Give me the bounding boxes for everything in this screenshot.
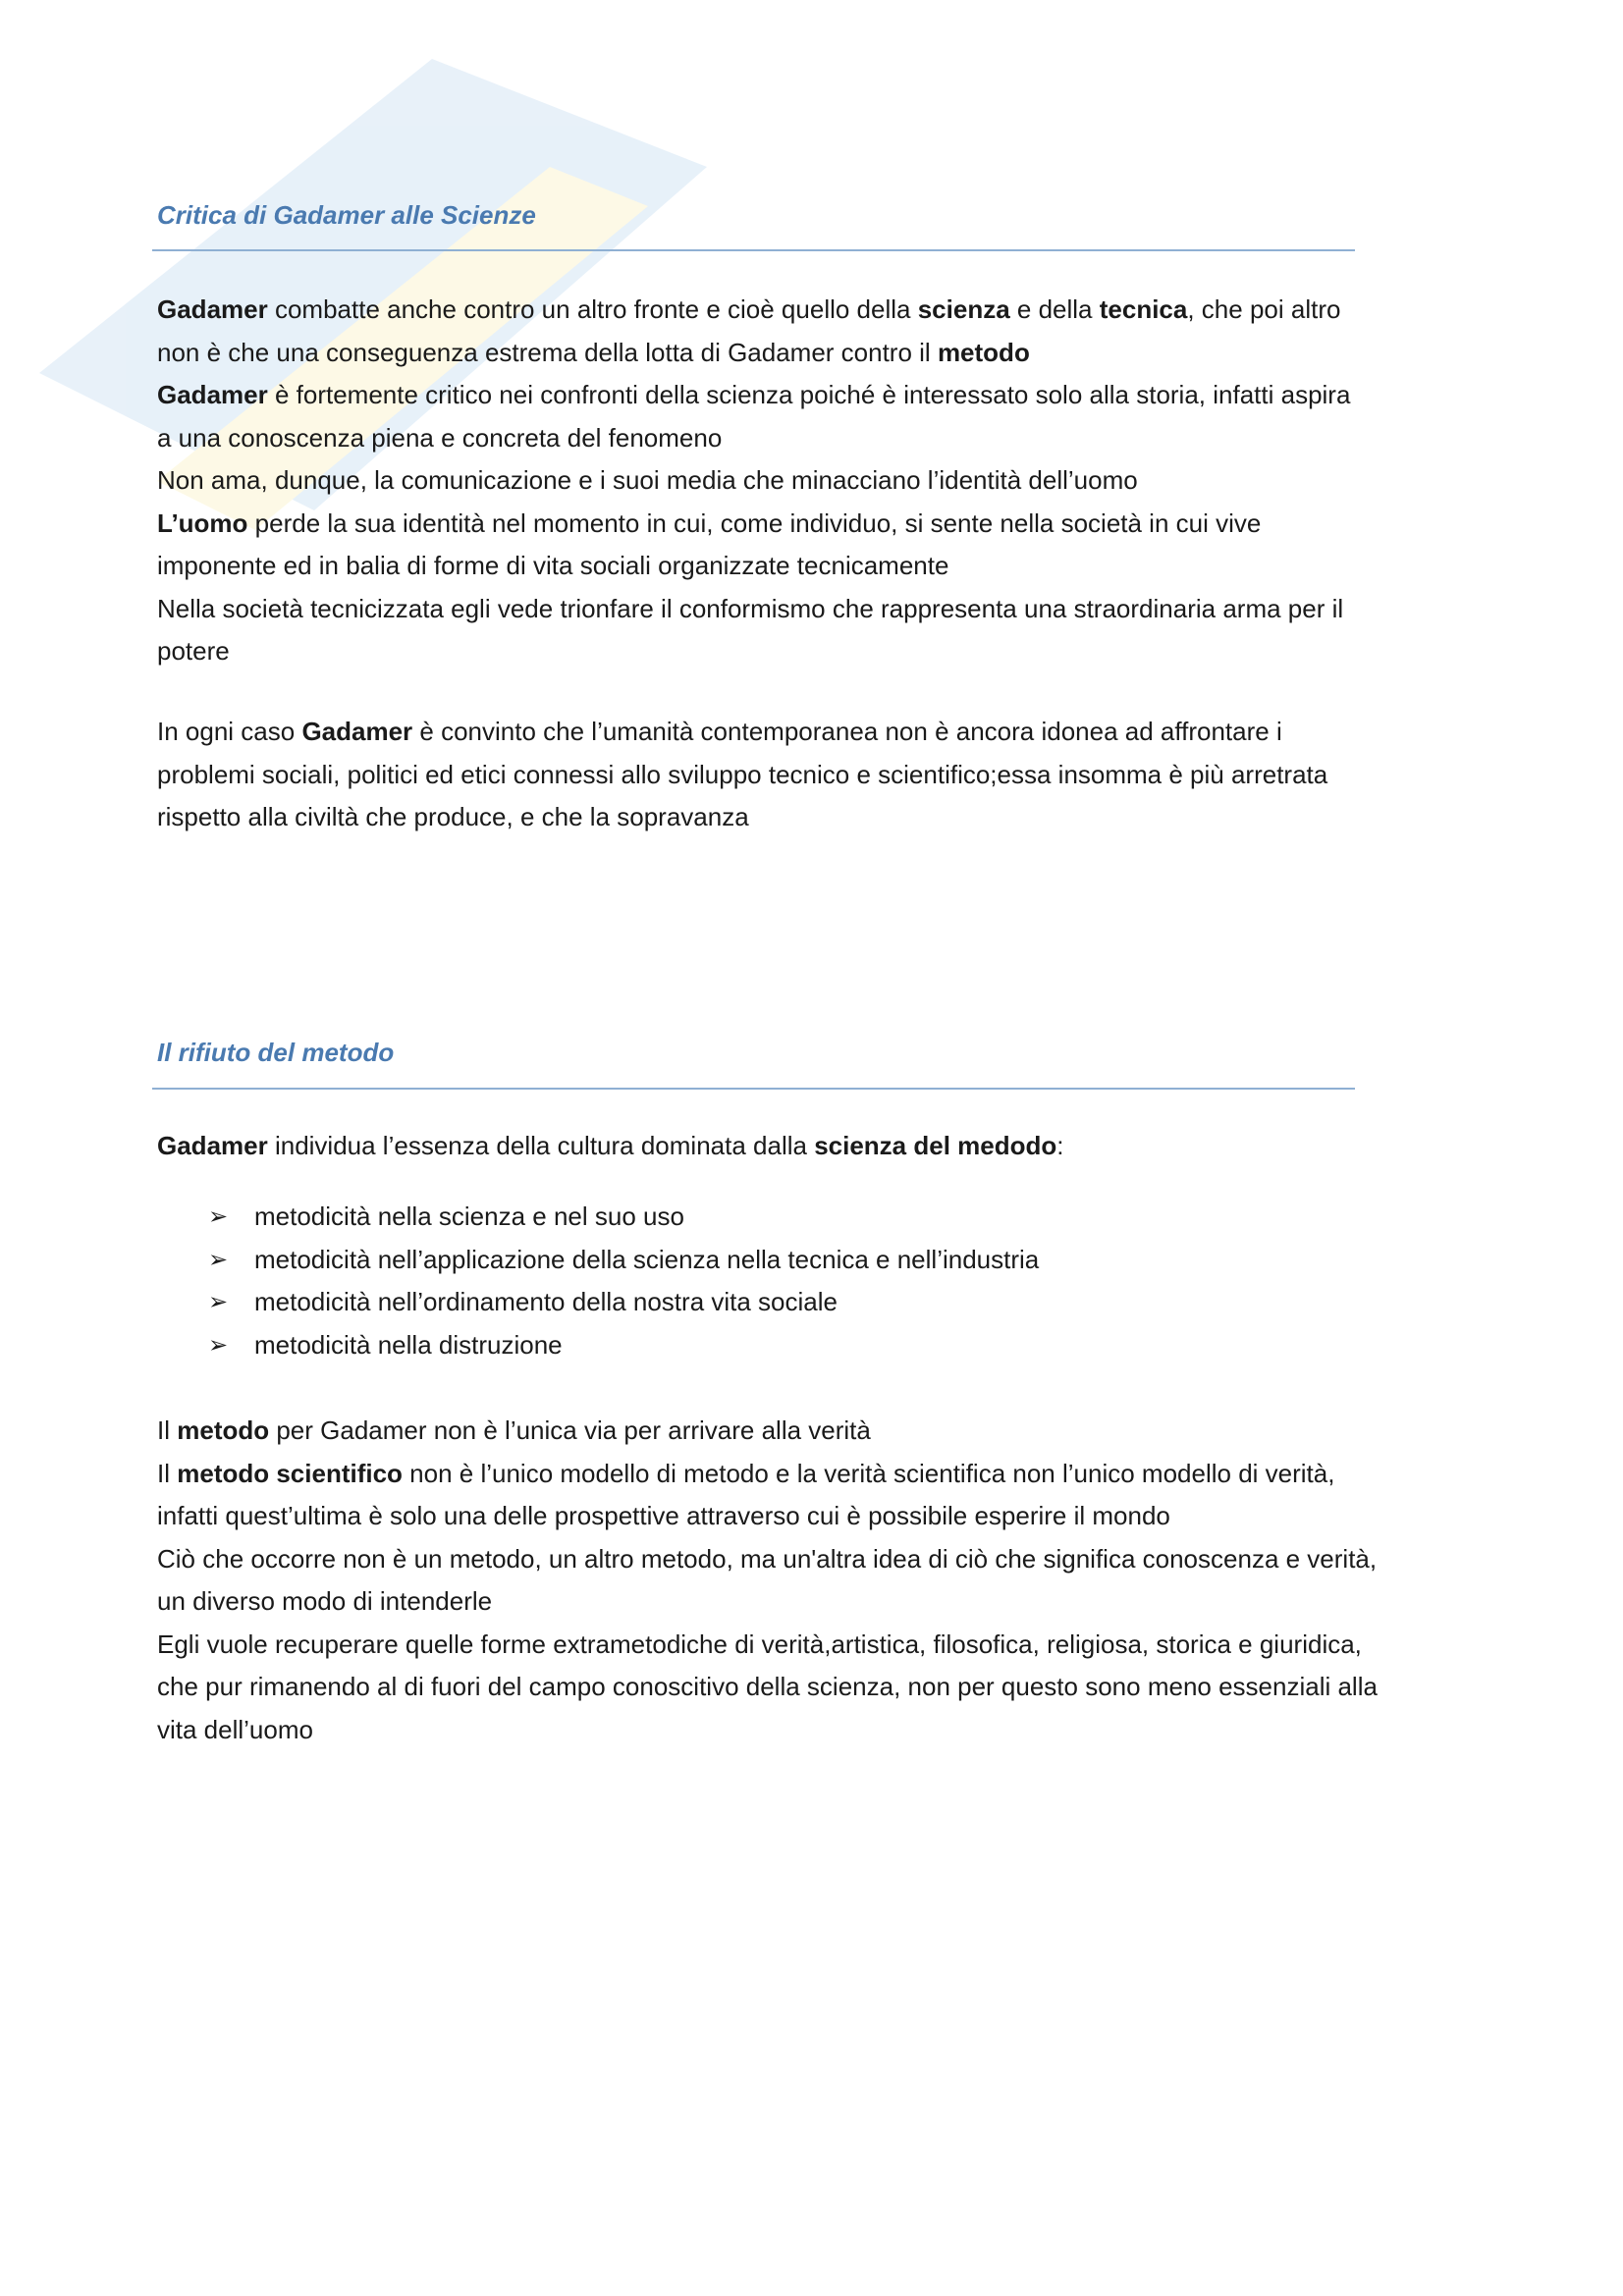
list-item: ➢ metodicità nella distruzione [208, 1324, 1386, 1367]
text-line: Non ama, dunque, la comunicazione e i suoi media che minacciano l’identità dell’uomo [157, 465, 1138, 495]
text-line: potere [157, 636, 230, 666]
section-heading-rifiuto: Il rifiuto del metodo [157, 1038, 395, 1067]
text-line: problemi sociali, politici ed etici connessi allo sviluppo tecnico e scientifico;essa insomma è più arretrata [157, 759, 1328, 789]
list-item: ➢ metodicità nell’applicazione della scienza nella tecnica e nell’industria [208, 1239, 1386, 1282]
heading-underline [152, 1088, 1355, 1090]
text-line: Il metodo per Gadamer non è l’unica via per arrivare alla verità [157, 1415, 871, 1445]
paragraph-metodo [157, 1410, 1492, 1751]
text-line: che pur rimanendo al di fuori del campo conoscitivo della scienza, non per questo sono meno essenziali alla [157, 1672, 1378, 1701]
text-line: Gadamer è fortemente critico nei confronti della scienza poiché è interessato solo alla storia, infatti aspira [157, 380, 1351, 409]
paragraph-gadamer-scienza [157, 289, 1492, 673]
heading-underline [152, 249, 1355, 251]
list-item: ➢ metodicità nella scienza e nel suo uso [208, 1196, 1386, 1239]
text-line: Gadamer combatte anche contro un altro fronte e cioè quello della scienza e della tecnica, che poi altro [157, 294, 1341, 324]
arrow-bullet-icon: ➢ [208, 1203, 229, 1230]
text-line: Ciò che occorre non è un metodo, un altro metodo, ma un'altra idea di ciò che significa conoscenza e verità, [157, 1543, 1378, 1574]
text-line: Il metodo scientifico non è l’unico modello di metodo e la verità scientifica non l’unico modello di verità, [157, 1458, 1335, 1488]
paragraph-intro [157, 1125, 1492, 1168]
text-line: non è che una conseguenza estrema della lotta di Gadamer contro il metodo [157, 337, 1030, 367]
text-line: imponente ed in balia di forme di vita sociali organizzate tecnicamente [157, 551, 949, 580]
text-line: Egli vuole recuperare quelle forme extrametodiche di verità,artistica, filosofica, religiosa, storica e giuridica, [157, 1629, 1362, 1659]
arrow-bullet-icon: ➢ [208, 1246, 229, 1273]
section-heading-critica: Critica di Gadamer alle Scienze [157, 200, 536, 230]
paragraph-umanita [157, 711, 1492, 839]
text-line: rispetto alla civiltà che produce, e che la sopravanza [157, 802, 749, 831]
arrow-bullet-icon: ➢ [208, 1289, 229, 1315]
bullet-list [208, 1196, 1386, 1366]
text-line: Nella società tecnicizzata egli vede trionfare il conformismo che rappresenta una straordinaria arma per il [157, 593, 1344, 623]
list-item: ➢ metodicità nell’ordinamento della nostra vita sociale [208, 1281, 1386, 1324]
text-line: Gadamer individua l’essenza della cultura dominata dalla scienza del medodo: [157, 1131, 1064, 1160]
text-line: un diverso modo di intenderle [157, 1586, 493, 1616]
text-line: L’uomo perde la sua identità nel momento in cui, come individuo, si sente nella società in cui vive [157, 507, 1262, 538]
text-line: a una conoscenza piena e concreta del fenomeno [157, 422, 723, 453]
arrow-bullet-icon: ➢ [208, 1331, 229, 1359]
text-line: infatti quest’ultima è solo una delle prospettive attraverso cui è possibile esperire il mondo [157, 1501, 1170, 1530]
text-line: In ogni caso Gadamer è convinto che l’umanità contemporanea non è ancora idonea ad affrontare i [157, 717, 1282, 746]
text-line: vita dell’uomo [157, 1714, 313, 1744]
